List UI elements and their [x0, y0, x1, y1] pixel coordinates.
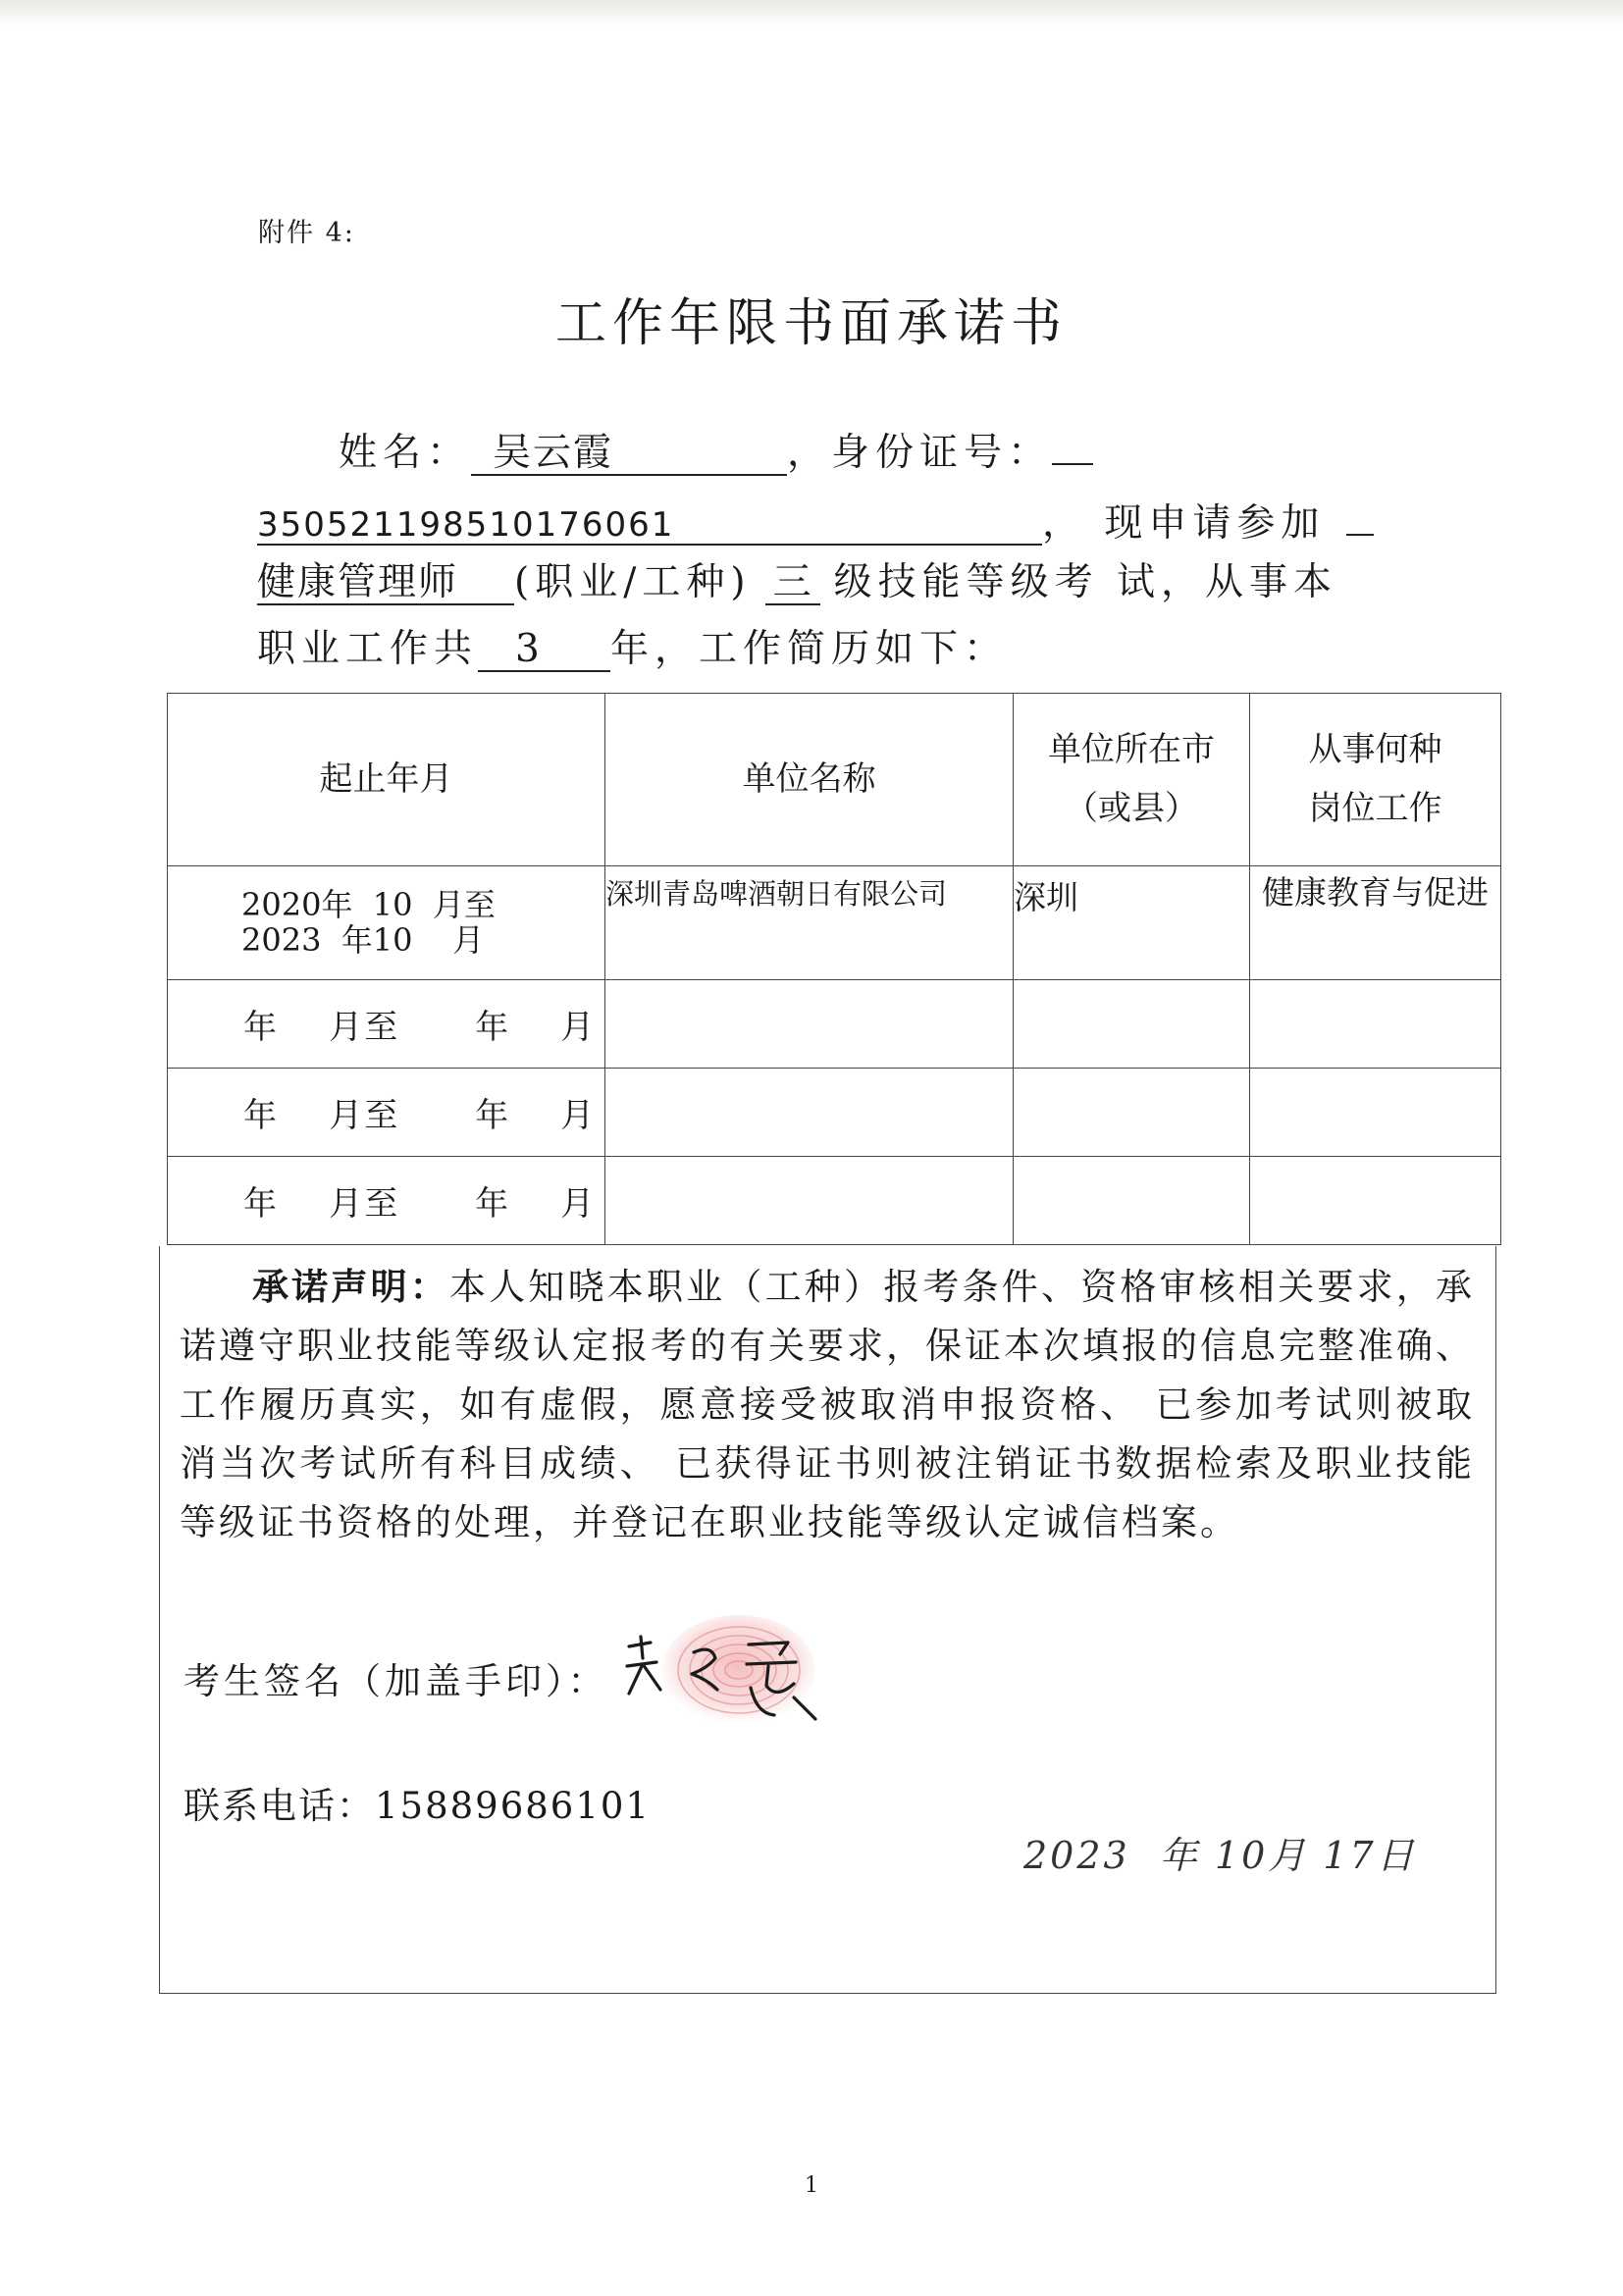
occupation-suffix: (职业/工种): [514, 560, 752, 604]
row-period-blank: 年 月至 年 月: [168, 980, 605, 1069]
id-line: [257, 493, 1374, 548]
exam-text: 级技能等级考 试，从事本: [833, 560, 1337, 604]
row-unit-blank: [605, 1069, 1014, 1157]
header-city-line2: （或县）: [1065, 788, 1198, 828]
table-header-row: [168, 694, 1501, 866]
row-city-blank: [1014, 1069, 1250, 1157]
phone-label: 联系电话：: [183, 1785, 375, 1827]
row-city-blank: [1014, 1157, 1250, 1245]
row-period-blank: 年 月至 年 月: [168, 1069, 605, 1157]
id-number: 350521198510176061: [257, 508, 1042, 546]
id-underline-start: [1052, 463, 1093, 465]
name-label: 姓名：: [339, 431, 472, 475]
years-line: [257, 618, 1008, 673]
table-row: [168, 1157, 1501, 1245]
row-job: 健康教育与促进: [1250, 866, 1501, 980]
table-row: [168, 980, 1501, 1069]
table-row: [168, 866, 1501, 980]
header-job-line2: 岗位工作: [1308, 788, 1442, 828]
phone-line: [183, 1776, 651, 1829]
declaration-paragraph: [180, 1258, 1475, 1552]
id-label: ，身份证号：: [787, 431, 1053, 475]
years-value: 3: [478, 630, 610, 672]
scan-edge: [0, 0, 1623, 26]
header-period: 起止年月: [168, 694, 605, 866]
apply-text: ， 现申请参加: [1042, 501, 1326, 546]
occupation-line: [257, 551, 1337, 606]
header-unit: 单位名称: [605, 694, 1014, 866]
page-number: 1: [805, 2173, 818, 2198]
row-period: [168, 866, 605, 980]
apply-underline-start: [1346, 534, 1374, 536]
table-row: [168, 1069, 1501, 1157]
row-unit: 深圳青岛啤酒朝日有限公司: [605, 866, 1014, 980]
level-value: 三: [765, 563, 820, 605]
row-job-blank: [1250, 1157, 1501, 1245]
header-job: [1250, 694, 1501, 866]
document-title: 工作年限书面承诺书: [554, 294, 1068, 353]
row-city-blank: [1014, 980, 1250, 1069]
declaration-text: 本人知晓本职业（工种）报考条件、资格审核相关要求，承诺遵守职业技能等级认定报考的有关要求，保证本次填报的信息完整准确、工作履历真实，如有虚假，愿意接受被取消申报资格、 已参加考试则被取消当次考试所有科目成绩、 已获得证书则被注销证书数据检索及职业技能等级证书资格的处理，并登记在职业技能等级认定诚信档案。: [180, 1266, 1475, 1543]
row-unit-blank: [605, 1157, 1014, 1245]
header-job-line1: 从事何种: [1308, 730, 1442, 769]
declaration-label: 承诺声明：: [252, 1266, 449, 1308]
declaration-box: [159, 1246, 1496, 1994]
header-city-line1: 单位所在市: [1048, 730, 1215, 769]
name-line: [339, 422, 1093, 477]
name-value: 吴云霞: [471, 434, 787, 476]
years-prefix: 职业工作共: [257, 627, 479, 671]
signature-line: [183, 1651, 608, 1704]
signed-date: 2023 年 10月 17日: [1023, 1834, 1417, 1877]
phone-value: 15889686101: [375, 1785, 651, 1827]
row-job-blank: [1250, 980, 1501, 1069]
attachment-label: 附件 4:: [258, 218, 355, 248]
occupation-value: 健康管理师: [257, 563, 514, 605]
row-unit-blank: [605, 980, 1014, 1069]
handwritten-signature: [621, 1629, 847, 1727]
row-period-end: 2023 年10 月: [241, 920, 485, 959]
row-city: 深圳: [1014, 866, 1250, 980]
row-period-start: 2020年 10 月至: [241, 886, 496, 924]
years-suffix: 年，工作简历如下：: [610, 627, 1009, 671]
row-job-blank: [1250, 1069, 1501, 1157]
work-history-table: [167, 693, 1501, 1245]
header-city: [1014, 694, 1250, 866]
signature-label: 考生签名（加盖手印）：: [183, 1660, 608, 1702]
row-period-blank: 年 月至 年 月: [168, 1157, 605, 1245]
